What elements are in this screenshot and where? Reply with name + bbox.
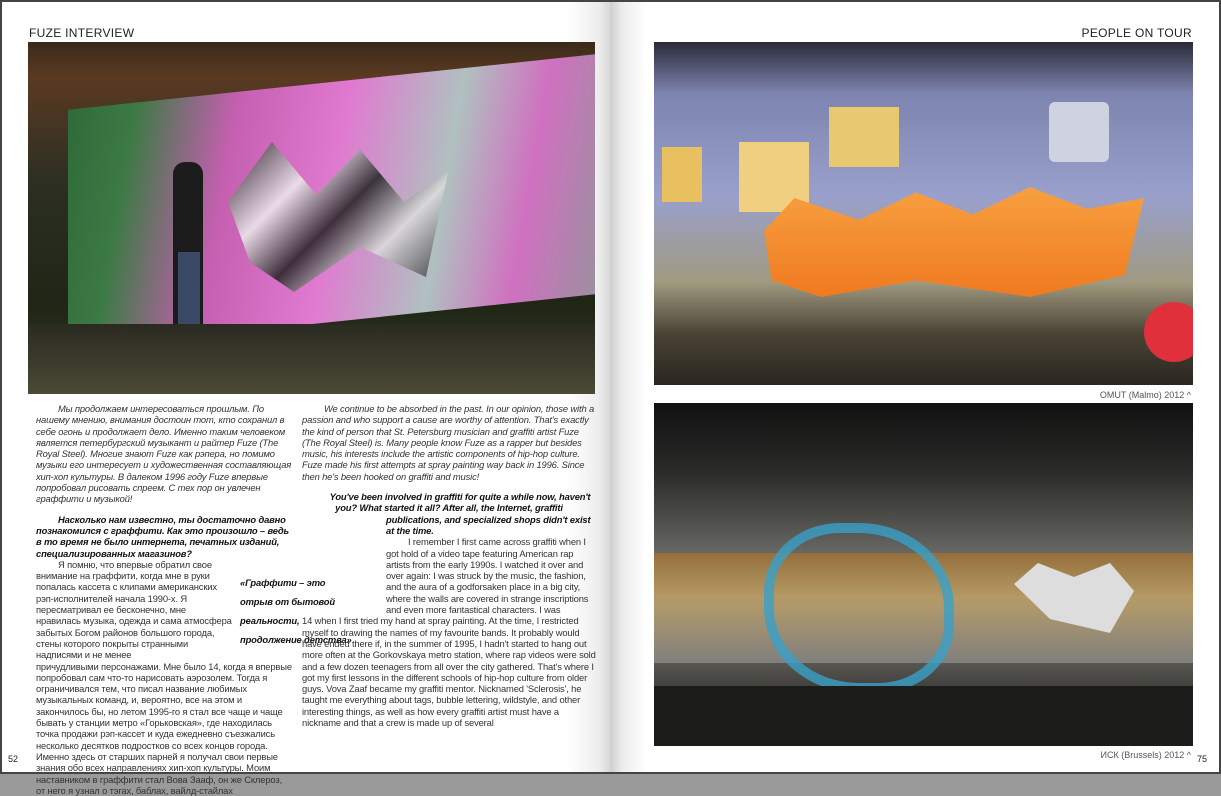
russian-column: [36, 403, 352, 796]
en-intro-paragraph: We continue to be absorbed in the past. In our opinion, those with a passion and who support a cause are worthy of attention. That's exactly the kind of person that St. Petersburg musician and graffiti artist Fuze (The Royal Steel) is. Many people know Fuze as a rapper but besides music, his interests include the artistic components of hip-hop culture. Fuze made his first attempts at spray painting way back in 1996. Since then he's been hooked on graffiti and music!: [302, 403, 595, 482]
photo-omut-train: [654, 42, 1193, 385]
ru-answer-part1: Я помню, что впервые обратил свое внимание на граффити, когда мне в руки попалась кассета с клипами американских рэп-исполнителей начала 1990-х. Я пересматривал ее бесконечно, мне нравилась музыка, одежда и сама атмосфера забытых Богом районов большого города, стены которого покрыты странными надписями и не менее: [36, 558, 232, 661]
photo-isk-metro-train: [654, 403, 1193, 746]
en-answer-part2: 14 when I first tried my hand at spray painting. At the time, I restricted myself to drawing the names of my favourite bands. It probably would have ended there if, in the summer of 1995, I hadn't started to hang out more often at the Gorkovskaya metro station, where rap videos were sold and a few dozen teenagers from all over the city gathered. That's where I got my first lessons in the different schools of hip-hop culture from older guys. Vova Zaaf became my graffiti mentor. Nicknamed 'Sclerosis', he taught me everything about tags, bubble lettering, wildstyle, and other interesting things, as well as how every graffiti artist must have a nickname and that a crew is made up of several: [302, 615, 596, 729]
photo-caption-bottom: ИСК (Brussels) 2012 ^: [1100, 750, 1191, 760]
page-number: 75: [1196, 754, 1207, 764]
right-page: [610, 0, 1221, 774]
en-question-part2: publications, and specialized shops didn't exist at the time.: [386, 513, 591, 536]
en-question-part1: You've been involved in graffiti for quite a while now, haven't you? What started it all? After all, the Internet, graffiti: [329, 491, 591, 514]
photo-caption-top: OMUT (Malmo) 2012 ^: [1099, 390, 1191, 400]
pull-quote: «Граффити – это отрыв от бытовой реальности, продолжение детства»: [240, 576, 352, 645]
ru-answer-part2: причудливыми персонажами. Мне было 14, когда я впервые попробовал сам что-то нарисовать аэрозолем. Тогда я ограничивался тем, что писал название любимых музыкальных команд, и, вероятно, все на этом и закончилось бы, но летом 1995-го я стал все чаще и чаще бывать у станции метро «Горьковская», где находилась точка продажи рэп-кассет и куда ежедневно съезжались несколько десятков подростков со всех концов города. Именно здесь от старших парней я получал свои первые знания обо всех направлениях хип-хоп культуры. Моим наставником в граффити стал Вова Зааф, он же Склероз, от него я узнал о тэгах, баблах, вайлд-стайлах: [36, 660, 292, 796]
ru-intro-paragraph: Мы продолжаем интересоваться прошлым. По нашему мнению, внимания достоин тот, кто сохранил в себе огонь и продолжает дело. Именно таким человеком является петербургский музыкант и райтер Fuze (The Royal Steel). Многие знают Fuze как рэпера, но помимо музыки его интересует и художественная составляющая хип-хоп культуры. В далеком 1996 году Fuze впервые попробовал рисовать спреем. С тех пор он увлечен граффити и музыкой!: [36, 403, 292, 505]
section-header: PEOPLE ON TOUR: [1081, 26, 1192, 40]
page-number: 52: [8, 754, 19, 764]
en-answer-part1: I remember I first came across graffiti when I got hold of a video tape featuring American rap artists from the early 1990s. I watched it over and over again: I was struck by the music, the fashion, and the aura of a godforsaken place in a big city, where the walls are covered in strange inscriptions and even more fantastical characters. I was: [386, 536, 589, 616]
photo-graffiti-train-artist: [28, 42, 595, 394]
ru-answer-with-quote: [36, 558, 352, 661]
english-column: [302, 403, 596, 728]
left-page: [0, 0, 610, 796]
section-header: FUZE INTERVIEW: [29, 26, 135, 40]
ru-question: Насколько нам известно, ты достаточно давно познакомился с граффити. Как это произошло – ведь в то время не было интернета, печатных изданий, специализированных магазинов?: [36, 513, 289, 559]
